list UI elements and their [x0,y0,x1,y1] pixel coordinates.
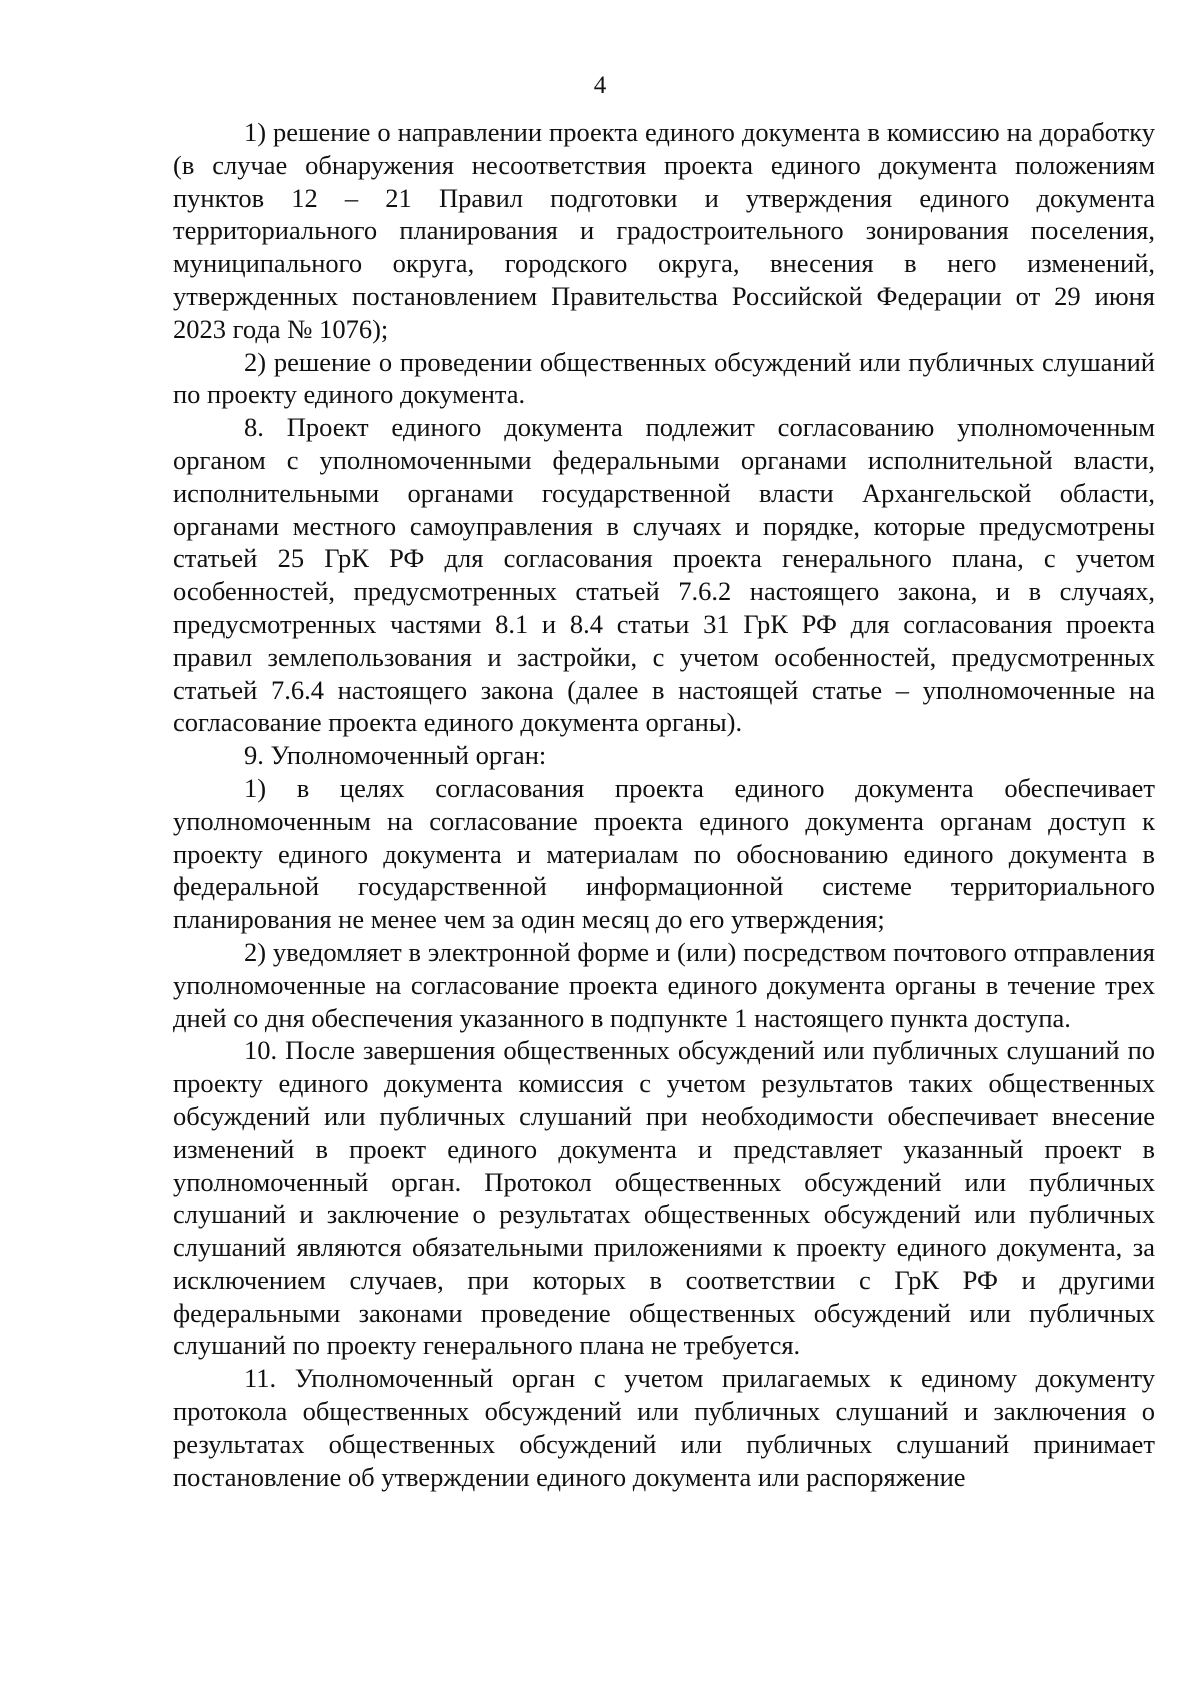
page-number: 4 [593,72,607,99]
paragraph-item-9: 9. Уполномоченный орган: [244,740,547,771]
paragraph-item-8: 8. Проект единого документа подлежит согласованию уполномоченным органом с уполномоченными федеральными органами исполнительной власти, исполнительными органами государственной власти Архангельской области, органами местного самоуправления в случаях и порядке, которые предусмотрены статьей 25 ГрК РФ для согласования проекта генерального плана, с учетом особенностей, предусмотренных статьей 7.6.2 настоящего закона, и в случаях, предусмотренных частями 8.1 и 8.4 статьи 31 ГрК РФ для согласования проекта правил землепользования и застройки, с учетом особенностей, предусмотренных статьей 7.6.4 настоящего закона (далее в настоящей статье – уполномоченные на согласование проекта единого документа органы). [173,412,1155,738]
paragraph-item-10: 10. После завершения общественных обсуждений или публичных слушаний по проекту единого документа комиссия с учетом результатов таких общественных обсуждений или публичных слушаний при необходимости обеспечивает внесение изменений в проект единого документа и представляет указанный проект в уполномоченный орган. Протокол общественных обсуждений или публичных слушаний и заключение о результатах общественных обсуждений или публичных слушаний являются обязательными приложениями к проекту единого документа, за исключением случаев, при которых в соответствии с ГрК РФ и другими федеральными законами проведение общественных обсуждений или публичных слушаний по проекту генерального плана не требуется. [173,1035,1155,1361]
paragraph-item-11: 11. Уполномоченный орган с учетом прилагаемых к единому документу протокола общественных обсуждений или публичных слушаний и заключения о результатах общественных обсуждений или публичных слушаний принимает постановление об утверждении единого документа или распоряжение [173,1363,1155,1492]
document-body [173,116,1155,1493]
paragraph-subitem-2-hearings: 2) решение о проведении общественных обсуждений или публичных слушаний по проекту единого документа. [173,346,1155,410]
paragraph-item-9-subitem-2: 2) уведомляет в электронной форме и (или) посредством почтового отправления уполномоченные на согласование проекта единого документа органы в течение трех дней со дня обеспечения указанного в подпункте 1 настоящего пункта доступа. [173,936,1155,1033]
paragraph-item-9-subitem-1: 1) в целях согласования проекта единого документа обеспечивает уполномоченным на согласование проекта единого документа органам доступ к проекту единого документа и материалам по обоснованию единого документа в федеральной государственной информационной системе территориального планирования не менее чем за один месяц до его утверждения; [173,772,1155,935]
paragraph-subitem-1-rework: 1) решение о направлении проекта единого документа в комиссию на доработку (в случае обнаружения несоответствия проекта единого документа положениям пунктов 12 – 21 Правил подготовки и утверждения единого документа территориального планирования и градостроительного зонирования поселения, муниципального округа, городского округа, внесения в него изменений, утвержденных постановлением Правительства Российской Федерации от 29 июня 2023 года № 1076); [173,117,1155,344]
